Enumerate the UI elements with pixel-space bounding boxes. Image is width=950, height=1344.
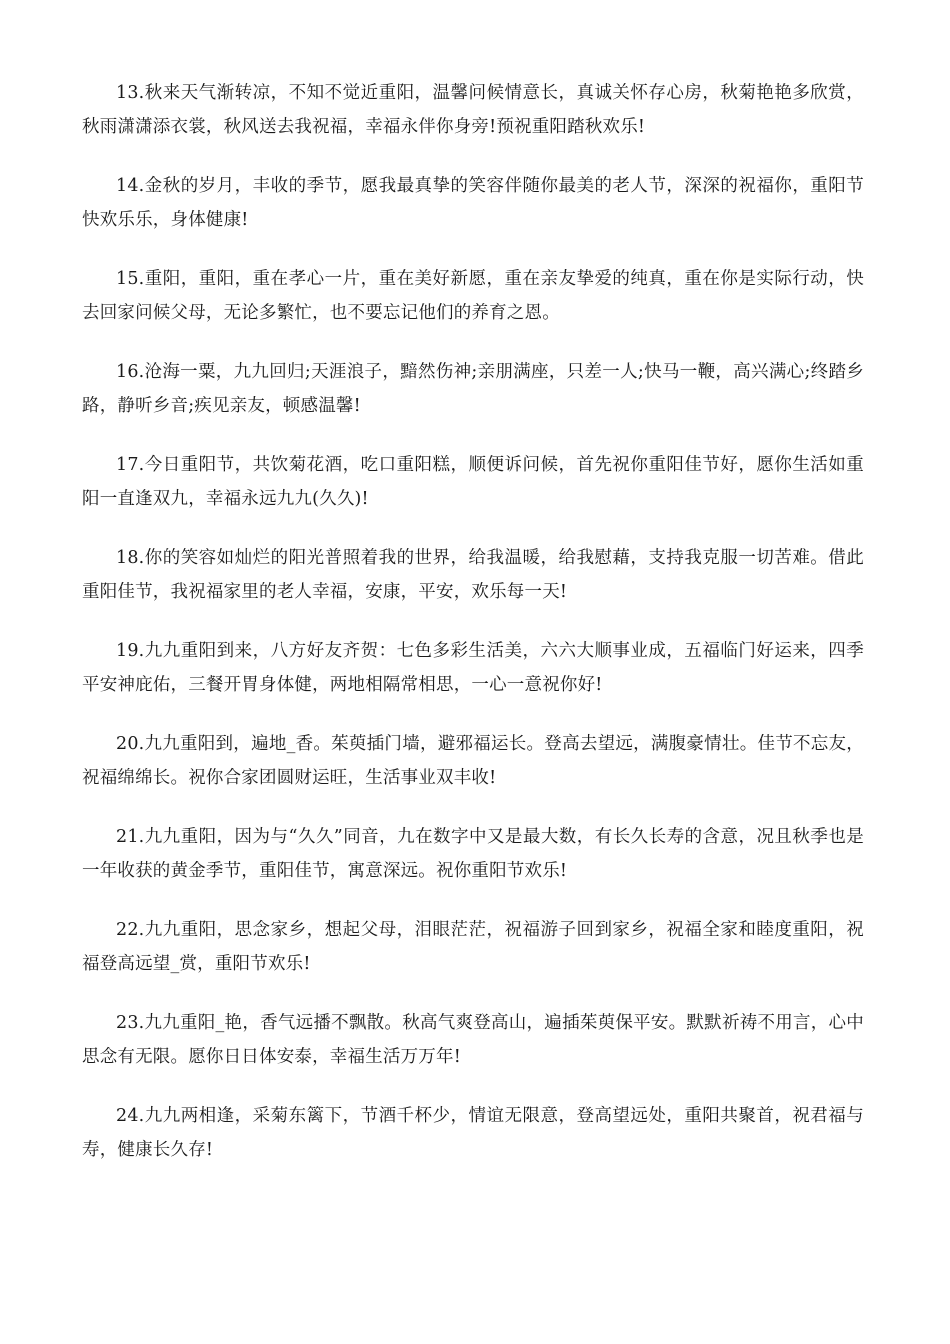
paragraph-20: 20.九九重阳到，遍地_香。茱萸插门墙，避邪福运长。登高去望远，满腹豪情壮。佳节不忘友，祝福绵绵长。祝你合家团圆财运旺，生活事业双丰收! — [82, 734, 864, 788]
paragraph-14: 14.金秋的岁月，丰收的季节，愿我最真挚的笑容伴随你最美的老人节，深深的祝福你，重阳节快欢乐乐，身体健康! — [82, 176, 864, 230]
paragraph-15: 15.重阳，重阳，重在孝心一片，重在美好新愿，重在亲友挚爱的纯真，重在你是实际行动，快去回家问候父母，无论多繁忙，也不要忘记他们的养育之恩。 — [82, 269, 864, 323]
paragraph-24: 24.九九两相逢，采菊东篱下，节酒千杯少，情谊无限意，登高望远处，重阳共聚首，祝君福与寿，健康长久存! — [82, 1106, 864, 1160]
paragraph-22: 22.九九重阳，思念家乡，想起父母，泪眼茫茫，祝福游子回到家乡，祝福全家和睦度重阳，祝福登高远望_赏，重阳节欢乐! — [82, 920, 864, 974]
paragraph-21: 21.九九重阳，因为与“久久”同音，九在数字中又是最大数，有长久长寿的含意，况且秋季也是一年收获的黄金季节，重阳佳节，寓意深远。祝你重阳节欢乐! — [82, 827, 864, 881]
paragraph-23: 23.九九重阳_艳，香气远播不飘散。秋高气爽登高山，遍插茱萸保平安。默默祈祷不用言，心中思念有无限。愿你日日体安泰，幸福生活万万年! — [82, 1013, 864, 1067]
paragraph-16: 16.沧海一粟，九九回归;天涯浪子，黯然伤神;亲朋满座，只差一人;快马一鞭，高兴满心;终踏乡路，静听乡音;疾见亲友，顿感温馨! — [82, 362, 864, 416]
paragraph-13: 13.秋来天气渐转凉，不知不觉近重阳，温馨问候情意长，真诚关怀存心房，秋菊艳艳多欣赏，秋雨潇潇添衣裳，秋风送去我祝福，幸福永伴你身旁!预祝重阳踏秋欢乐! — [82, 83, 864, 137]
paragraph-17: 17.今日重阳节，共饮菊花酒，吃口重阳糕，顺便诉问候，首先祝你重阳佳节好，愿你生活如重阳一直逢双九，幸福永远九九(久久)! — [82, 455, 864, 509]
document-body — [82, 76, 864, 1192]
paragraph-19: 19.九九重阳到来，八方好友齐贺：七色多彩生活美，六六大顺事业成，五福临门好运来，四季平安神庇佑，三餐开胃身体健，两地相隔常相思，一心一意祝你好! — [82, 641, 864, 695]
paragraph-18: 18.你的笑容如灿烂的阳光普照着我的世界，给我温暖，给我慰藉，支持我克服一切苦难。借此重阳佳节，我祝福家里的老人幸福，安康，平安，欢乐每一天! — [82, 548, 864, 602]
